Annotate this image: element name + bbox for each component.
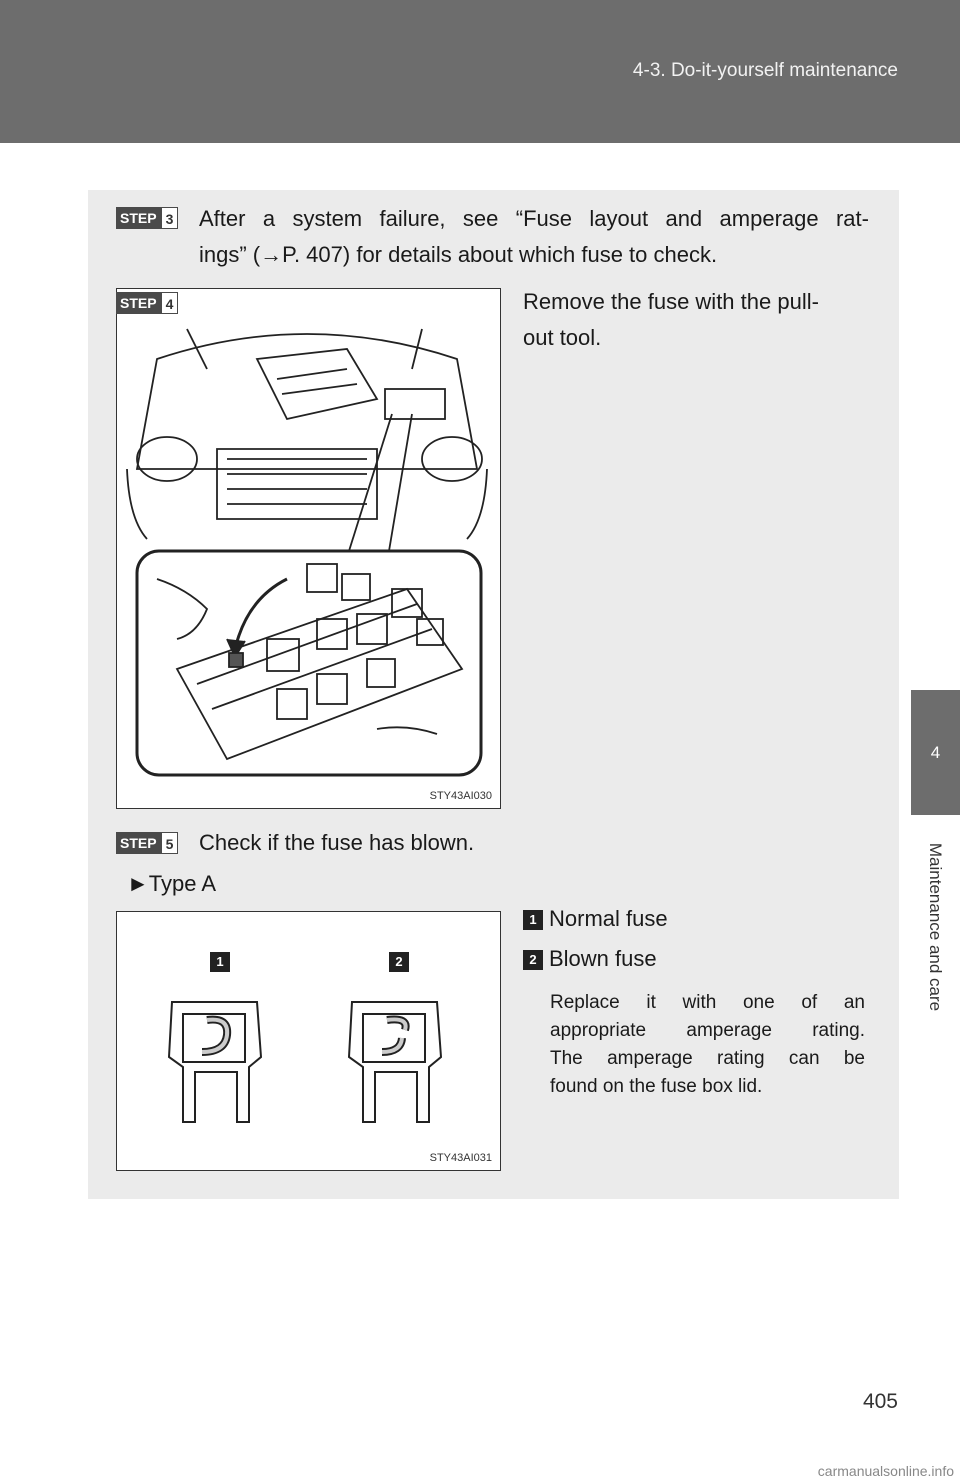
page-header <box>0 0 960 143</box>
step5-label: STEP <box>116 832 161 854</box>
callout-1-label: Normal fuse <box>549 906 668 931</box>
fuse-1-badge: 1 <box>210 952 230 972</box>
figure-id-030: STY43AI030 <box>429 790 492 802</box>
step4-line1: Remove the fuse with the pull- <box>523 289 819 314</box>
page-number: 405 <box>862 1390 898 1413</box>
step4-label: STEP <box>116 292 161 314</box>
step3-line1: After a system failure, see “Fuse layout and amperage rat- <box>199 206 869 231</box>
chapter-tab <box>911 690 960 815</box>
chapter-number: 4 <box>930 742 941 762</box>
fuse-illustration <box>117 912 500 1170</box>
step4-badge <box>116 292 178 314</box>
chapter-title: Maintenance and care <box>926 842 946 1012</box>
note-line-2: appropriate amperage rating. <box>550 1020 865 1041</box>
type-a-label: ►Type A <box>127 871 217 896</box>
callout-2-badge: 2 <box>523 950 543 970</box>
step3-line2: ings” (→P. 407) for details about which fuse to check. <box>199 242 718 267</box>
callout-1-badge: 1 <box>523 910 543 930</box>
chapter-label <box>911 822 960 1032</box>
watermark: carmanualsonline.info <box>817 1463 954 1479</box>
callout-2-label: Blown fuse <box>549 946 657 971</box>
note-line-4: found on the fuse box lid. <box>550 1076 763 1097</box>
step3-label: STEP <box>116 207 161 229</box>
section-title: 4-3. Do-it-yourself maintenance <box>632 60 898 81</box>
engine-fuse-box-figure <box>116 288 501 809</box>
fuse-comparison-figure <box>116 911 501 1171</box>
fuse-2-badge: 2 <box>389 952 409 972</box>
step5-text: Check if the fuse has blown. <box>199 830 475 855</box>
step4-number: 4 <box>161 292 179 314</box>
note-line-1: Replace it with one of an <box>550 992 865 1013</box>
step3-number: 3 <box>161 207 179 229</box>
note-line-3: The amperage rating can be <box>550 1048 865 1069</box>
step4-line2: out tool. <box>523 325 602 350</box>
engine-bay-illustration <box>117 289 500 808</box>
figure-id-031: STY43AI031 <box>429 1152 492 1164</box>
step5-badge <box>116 832 178 854</box>
step5-number: 5 <box>161 832 179 854</box>
step3-badge <box>116 207 178 229</box>
